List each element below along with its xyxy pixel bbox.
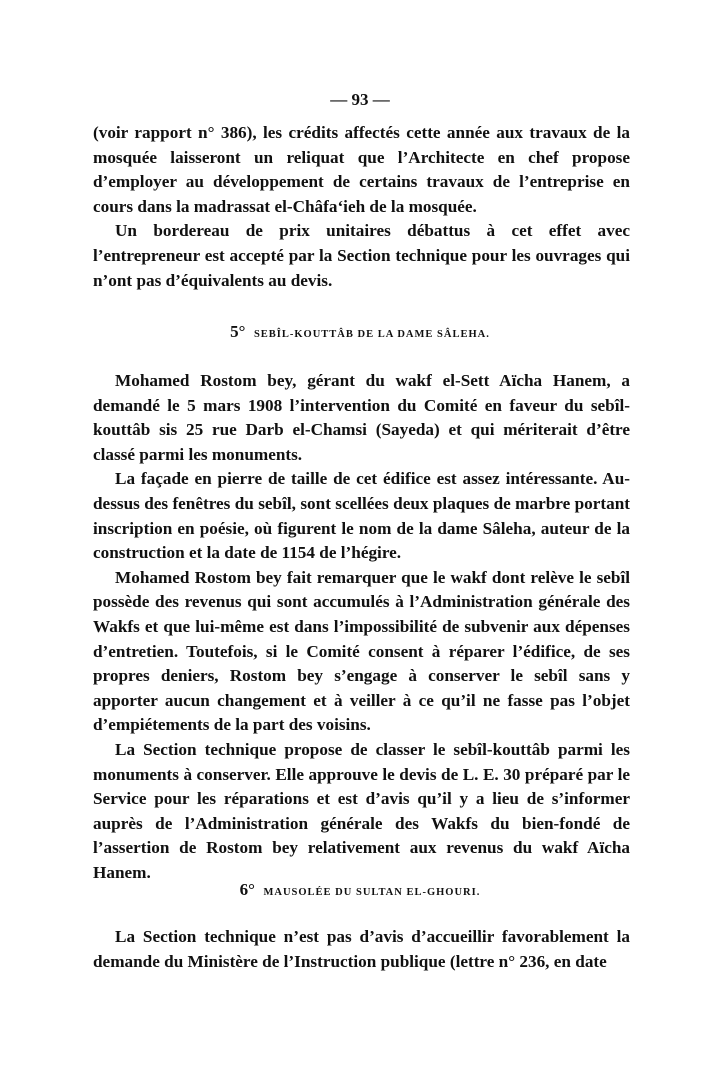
text-block-intro xyxy=(93,121,630,293)
section-title-6: MAUSOLÉE DU SULTAN EL-GHOURI. xyxy=(263,887,481,898)
section-title-5: SEBÎL-KOUTTÂB DE LA DAME SÂLEHA. xyxy=(253,329,490,340)
section-heading-5 xyxy=(0,322,720,342)
page-number: — 93 — xyxy=(330,90,390,109)
section-heading-6 xyxy=(0,880,720,900)
paragraph-proposal: La Section technique propose de classer le sebîl-kouttâb parmi les monuments à conserver. Elle approuve le devis de L. E. 30 préparé par le Service pour les réparations et est d’avis qu’il y a lieu de s’informer auprès de l’Administration générale des Wakfs du bien-fondé de l’assertion de Rostom bey relativement aux revenus du wakf Aïcha Hanem. xyxy=(93,739,630,882)
paragraph-continuation: (voir rapport n° 386), les crédits affectés cette année aux travaux de la mosquée laisseront un reliquat que l’Architecte en chef propose d’employer au développement de certains travaux de l’entreprise en cours dans la madrassat el-Châfa‘ieh de la mosquée. xyxy=(93,123,630,216)
text-block-sebil xyxy=(93,369,630,885)
section-number-6: 6° xyxy=(239,880,255,899)
paragraph-bordereau: Un bordereau de prix unitaires débattus à cet effet avec l’entrepreneur est accepté par la Section technique pour les ouvrages qui n’ont pas d’équivalents au devis. xyxy=(93,221,630,290)
paragraph-facade: La façade en pierre de taille de cet édifice est assez intéressante. Au-dessus des fenêtres du sebîl, sont scellées deux plaques de marbre portant inscription en poésie, où figurent le nom de la dame Sâleha, auteur de la construction et la date de 1154 de l’hégire. xyxy=(93,469,630,563)
paragraph-ministry-request: La Section technique n’est pas d’avis d’accueillir favorablement la demande du Ministère de l’Instruction publique (lettre n° 236, en date xyxy=(93,927,630,971)
section-number-5: 5° xyxy=(230,322,246,341)
text-block-mausoleum xyxy=(93,925,630,974)
paragraph-request: Mohamed Rostom bey, gérant du wakf el-Sett Aïcha Hanem, a demandé le 5 mars 1908 l’intervention du Comité en faveur du sebîl-kouttâb sis 25 rue Darb el-Chamsi (Sayeda) et qui mériterait d’être classé parmi les monuments. xyxy=(93,371,630,464)
paragraph-revenues: Mohamed Rostom bey fait remarquer que le wakf dont relève le sebîl possède des revenus qui sont accumulés à l’Administration générale des Wakfs et que lui-même est dans l’impossibilité de subvenir aux dépenses d’entretien. Toutefois, si le Comité consent à réparer l’édifice, de ses propres deniers, Rostom bey s’engage à conserver le sebîl sans y apporter aucun changement et à veiller à ce qu’il ne fasse pas l’objet d’empiétements de la part des voisins. xyxy=(93,567,630,735)
